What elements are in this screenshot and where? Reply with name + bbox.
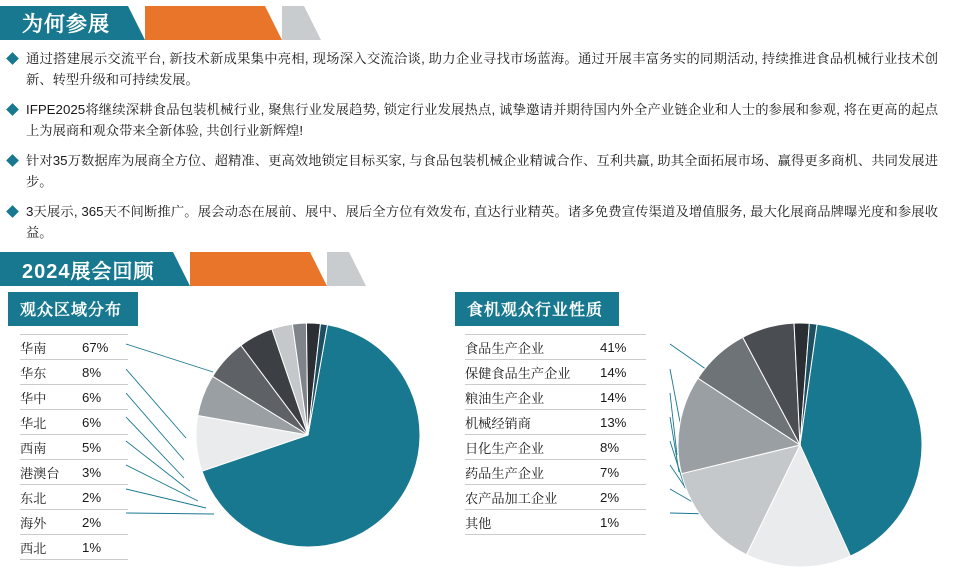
legend-item <box>20 385 128 410</box>
legend-label: 食品生产企业 <box>465 340 545 356</box>
legend-label: 日化生产企业 <box>465 440 545 456</box>
legend-item <box>465 334 646 360</box>
chart-title-audience-industry: 食机观众行业性质 <box>455 292 619 326</box>
legend-label: 东北 <box>20 490 47 506</box>
legend-value: 2% <box>600 489 620 505</box>
diamond-bullet-icon <box>6 205 19 218</box>
diamond-bullet-icon <box>6 154 19 167</box>
legend-label: 药品生产企业 <box>465 465 545 481</box>
legend-value: 3% <box>82 464 102 480</box>
banner-gray-chevron <box>327 252 349 286</box>
legend-item <box>20 485 128 510</box>
legend-value: 6% <box>82 389 102 405</box>
legend-value: 41% <box>600 339 627 355</box>
legend-value: 5% <box>82 439 102 455</box>
legend-label: 农产品加工企业 <box>465 490 558 506</box>
legend-item <box>465 410 646 435</box>
legend-item <box>465 460 646 485</box>
section-banner-why-exhibit <box>0 6 304 40</box>
legend-value: 7% <box>600 464 620 480</box>
legend-label: 粮油生产企业 <box>465 390 545 406</box>
legend-value: 1% <box>600 514 620 530</box>
list-item <box>8 99 938 141</box>
legend-item <box>20 535 128 560</box>
legend-label: 西南 <box>20 440 47 456</box>
legend-value: 14% <box>600 364 627 380</box>
legend-item <box>465 435 646 460</box>
banner-orange-chevron <box>145 6 265 40</box>
bullet-text: IFPE2025将继续深耕食品包装机械行业, 聚焦行业发展趋势, 锁定行业发展热点, 诚挚邀请并期待国内外全产业链企业和人士的参展和参观, 将在更高的起点上为展商和观众带来全新体验, 共创行业新辉煌! <box>26 102 938 138</box>
legend-item <box>20 435 128 460</box>
pie-chart-audience-industry <box>675 320 925 575</box>
legend-label: 华东 <box>20 365 47 381</box>
legend-label: 华南 <box>20 340 47 356</box>
bullet-text: 通过搭建展示交流平台, 新技术新成果集中亮相, 现场深入交流洽谈, 助力企业寻找市场蓝海。通过开展丰富务实的同期活动, 持续推进食品机械行业技术创新、转型升级和可持续发展。 <box>26 51 938 87</box>
legend-value: 2% <box>82 514 102 530</box>
legend-label: 华中 <box>20 390 47 406</box>
legend-item <box>20 510 128 535</box>
legend-label: 港澳台 <box>20 465 60 481</box>
pie-svg <box>193 320 423 550</box>
bullet-text: 针对35万数据库为展商全方位、超精准、更高效地锁定目标买家, 与食品包装机械企业精诚合作、互利共赢, 助其全面拓展市场、赢得更多商机、共同发展进步。 <box>26 153 938 189</box>
legend-label: 西北 <box>20 540 47 556</box>
legend-item <box>20 360 128 385</box>
legend-label: 机械经销商 <box>465 415 531 431</box>
legend-item <box>465 385 646 410</box>
legend-item <box>465 360 646 385</box>
legend-item <box>20 410 128 435</box>
list-item <box>8 201 938 243</box>
legend-value: 2% <box>82 489 102 505</box>
pie-chart-audience-region <box>193 320 423 555</box>
legend-item <box>465 485 646 510</box>
pie-svg <box>675 320 925 570</box>
legend-item <box>465 510 646 535</box>
legend-label: 保健食品生产企业 <box>465 365 571 381</box>
chart-title-audience-region: 观众区域分布 <box>8 292 138 326</box>
legend-value: 6% <box>82 414 102 430</box>
banner-gray-chevron <box>282 6 304 40</box>
legend-value: 8% <box>600 439 620 455</box>
list-item <box>8 150 938 192</box>
why-exhibit-bullet-list <box>8 48 938 252</box>
legend-value: 67% <box>82 339 109 355</box>
chart-audience-industry <box>455 292 950 567</box>
section-title-review-2024: 2024展会回顾 <box>0 252 173 286</box>
section-title-why-exhibit: 为何参展 <box>0 6 128 40</box>
legend-audience-industry <box>465 334 646 535</box>
legend-item <box>20 460 128 485</box>
legend-item <box>20 334 128 360</box>
diamond-bullet-icon <box>6 103 19 116</box>
legend-value: 1% <box>82 539 102 555</box>
banner-orange-chevron <box>190 252 310 286</box>
legend-label: 海外 <box>20 515 47 531</box>
list-item <box>8 48 938 90</box>
section-banner-review-2024 <box>0 252 349 286</box>
bullet-text: 3天展示, 365天不间断推广。展会动态在展前、展中、展后全方位有效发布, 直达行业精英。诸多免费宣传渠道及增值服务, 最大化展商品牌曝光度和参展收益。 <box>26 204 938 240</box>
legend-label: 华北 <box>20 415 47 431</box>
legend-value: 14% <box>600 389 627 405</box>
chart-audience-region <box>8 292 463 567</box>
legend-value: 8% <box>82 364 102 380</box>
legend-label: 其他 <box>465 515 492 531</box>
diamond-bullet-icon <box>6 52 19 65</box>
legend-value: 13% <box>600 414 627 430</box>
legend-audience-region <box>20 334 128 560</box>
